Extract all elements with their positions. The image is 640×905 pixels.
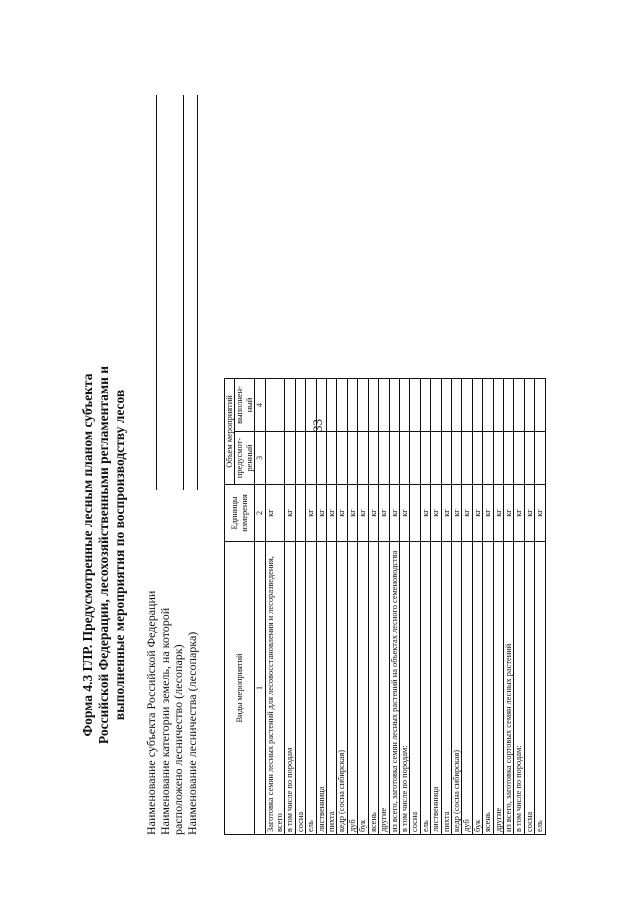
field-label: Наименование лесничества (лесопарка) <box>184 631 199 835</box>
unit-cell: кг <box>535 485 545 542</box>
table-row <box>462 379 472 835</box>
planned-cell <box>472 432 482 485</box>
completed-cell <box>462 379 472 432</box>
table-row <box>535 379 545 835</box>
unit-cell: кг <box>368 485 378 542</box>
index-cell: 1 <box>255 542 265 835</box>
index-cell: 2 <box>255 485 265 542</box>
completed-cell <box>524 379 534 432</box>
planned-cell <box>347 432 357 485</box>
unit-cell: кг <box>514 485 524 542</box>
title-line: выполненные мероприятия по воспроизводству лесов <box>112 389 127 721</box>
table-body <box>265 379 545 835</box>
planned-cell <box>316 432 326 485</box>
unit-cell: кг <box>503 485 513 542</box>
completed-cell <box>483 379 493 432</box>
field-land-category <box>159 75 173 835</box>
activity-cell: дуб <box>347 542 357 835</box>
completed-cell <box>368 379 378 432</box>
planned-cell <box>295 432 305 485</box>
unit-cell: кг <box>285 485 295 542</box>
activity-cell: ель <box>535 542 545 835</box>
fill-line <box>156 95 157 490</box>
completed-cell <box>306 379 316 432</box>
table-row <box>316 379 326 835</box>
header-completed: выполнен-ный <box>235 379 255 432</box>
planned-cell <box>462 432 472 485</box>
table-row <box>337 379 347 835</box>
activity-cell: из всего, заготовка семян лесных растений на объектах лесного семеноводства <box>389 542 399 835</box>
unit-cell: кг <box>493 485 503 542</box>
activity-cell: кедр (сосна сибирская) <box>337 542 347 835</box>
planned-cell <box>368 432 378 485</box>
activity-cell: сосна <box>524 542 534 835</box>
form-fields <box>145 75 199 835</box>
completed-cell <box>285 379 295 432</box>
activity-cell: другие <box>379 542 389 835</box>
planned-cell <box>265 432 285 485</box>
planned-cell <box>441 432 451 485</box>
activity-cell: бук <box>472 542 482 835</box>
activity-cell: ясень <box>483 542 493 835</box>
planned-cell <box>358 432 368 485</box>
table-row <box>389 379 399 835</box>
activity-cell: лиственница <box>431 542 441 835</box>
table-row <box>306 379 316 835</box>
unit-cell: кг <box>462 485 472 542</box>
title-line: Форма 4.3 ГЛР. Предусмотренные лесным планом субъекта <box>80 373 95 737</box>
planned-cell <box>524 432 534 485</box>
completed-cell <box>493 379 503 432</box>
completed-cell <box>295 379 305 432</box>
table-row <box>420 379 430 835</box>
completed-cell <box>347 379 357 432</box>
activity-cell: сосна <box>295 542 305 835</box>
planned-cell <box>306 432 316 485</box>
table-row <box>399 379 409 835</box>
completed-cell <box>503 379 513 432</box>
table-row <box>379 379 389 835</box>
rotated-form <box>80 75 580 835</box>
header-units: Единицы измерения <box>225 485 255 542</box>
unit-cell: кг <box>483 485 493 542</box>
activity-cell: ель <box>306 542 316 835</box>
table-row <box>493 379 503 835</box>
planned-cell <box>514 432 524 485</box>
planned-cell <box>431 432 441 485</box>
completed-cell <box>451 379 461 432</box>
activity-cell: ясень <box>368 542 378 835</box>
table-row <box>472 379 482 835</box>
unit-cell: кг <box>265 485 285 542</box>
planned-cell <box>483 432 493 485</box>
unit-cell: кг <box>431 485 441 542</box>
table-row <box>441 379 451 835</box>
table-row <box>514 379 524 835</box>
events-table <box>224 378 546 835</box>
activity-cell: в том числе по породам: <box>399 542 409 835</box>
planned-cell <box>410 432 420 485</box>
header-volume-group: Объем мероприятий <box>225 379 235 485</box>
unit-cell <box>410 485 420 542</box>
completed-cell <box>535 379 545 432</box>
table-row <box>451 379 461 835</box>
planned-cell <box>379 432 389 485</box>
activity-cell: в том числе по породам <box>285 542 295 835</box>
unit-cell: кг <box>420 485 430 542</box>
planned-cell <box>451 432 461 485</box>
activity-cell: ель <box>420 542 430 835</box>
page-number: 33 <box>310 419 325 432</box>
table-row <box>503 379 513 835</box>
table-row <box>431 379 441 835</box>
unit-cell: кг <box>472 485 482 542</box>
completed-cell <box>327 379 337 432</box>
unit-cell: кг <box>316 485 326 542</box>
field-label: Наименование категории земель, на которой <box>157 607 172 835</box>
unit-cell: кг <box>347 485 357 542</box>
fill-line <box>197 95 198 490</box>
field-label: Наименование субъекта Российской Федерации <box>144 590 158 835</box>
table-row <box>347 379 357 835</box>
completed-cell <box>441 379 451 432</box>
unit-cell: кг <box>524 485 534 542</box>
form-title <box>80 275 128 835</box>
completed-cell <box>431 379 441 432</box>
completed-cell <box>399 379 409 432</box>
activity-cell: пихта <box>441 542 451 835</box>
completed-cell <box>337 379 347 432</box>
unit-cell: кг <box>389 485 399 542</box>
activity-cell: бук <box>358 542 368 835</box>
unit-cell: кг <box>441 485 451 542</box>
title-line: Российской Федерации, лесохозяйственными регламентами и <box>96 365 111 745</box>
planned-cell <box>535 432 545 485</box>
header-planned: предусмот-ренный <box>235 432 255 485</box>
activity-cell: Заготовка семян лесных растений для лесовосстановления и лесоразведения, всего <box>265 542 285 835</box>
table-row <box>483 379 493 835</box>
activity-cell: кедр (сосна сибирская) <box>451 542 461 835</box>
unit-cell: кг <box>399 485 409 542</box>
planned-cell <box>493 432 503 485</box>
field-label: расположено лесничество (лесопарк) <box>171 644 185 835</box>
planned-cell <box>337 432 347 485</box>
planned-cell <box>327 432 337 485</box>
planned-cell <box>399 432 409 485</box>
activity-cell: из всего, заготовка сортовых семян лесных растений <box>503 542 513 835</box>
activity-cell: дуб <box>462 542 472 835</box>
planned-cell <box>389 432 399 485</box>
unit-cell: кг <box>358 485 368 542</box>
index-cell: 4 <box>255 379 265 432</box>
unit-cell: кг <box>451 485 461 542</box>
activity-cell: пихта <box>327 542 337 835</box>
completed-cell <box>265 379 285 432</box>
unit-cell: кг <box>379 485 389 542</box>
activity-cell: другие <box>493 542 503 835</box>
table-row <box>295 379 305 835</box>
table-row <box>327 379 337 835</box>
unit-cell <box>295 485 305 542</box>
field-subject <box>145 75 159 835</box>
completed-cell <box>420 379 430 432</box>
unit-cell: кг <box>337 485 347 542</box>
unit-cell: кг <box>327 485 337 542</box>
field-forestry-name <box>186 75 200 835</box>
activity-cell: лиственница <box>316 542 326 835</box>
table-row <box>265 379 285 835</box>
planned-cell <box>503 432 513 485</box>
table-row <box>358 379 368 835</box>
activity-cell: сосна <box>410 542 420 835</box>
fill-line <box>183 95 184 490</box>
activity-cell: в том числе по породам: <box>514 542 524 835</box>
unit-cell: кг <box>306 485 316 542</box>
completed-cell <box>410 379 420 432</box>
planned-cell <box>285 432 295 485</box>
table-row <box>285 379 295 835</box>
completed-cell <box>316 379 326 432</box>
completed-cell <box>514 379 524 432</box>
table-row <box>410 379 420 835</box>
completed-cell <box>389 379 399 432</box>
table-row <box>524 379 534 835</box>
planned-cell <box>420 432 430 485</box>
completed-cell <box>379 379 389 432</box>
field-forestry-location <box>172 75 186 835</box>
completed-cell <box>358 379 368 432</box>
index-cell: 3 <box>255 432 265 485</box>
completed-cell <box>472 379 482 432</box>
table-row <box>368 379 378 835</box>
header-activity-type: Виды мероприятий <box>225 542 255 835</box>
